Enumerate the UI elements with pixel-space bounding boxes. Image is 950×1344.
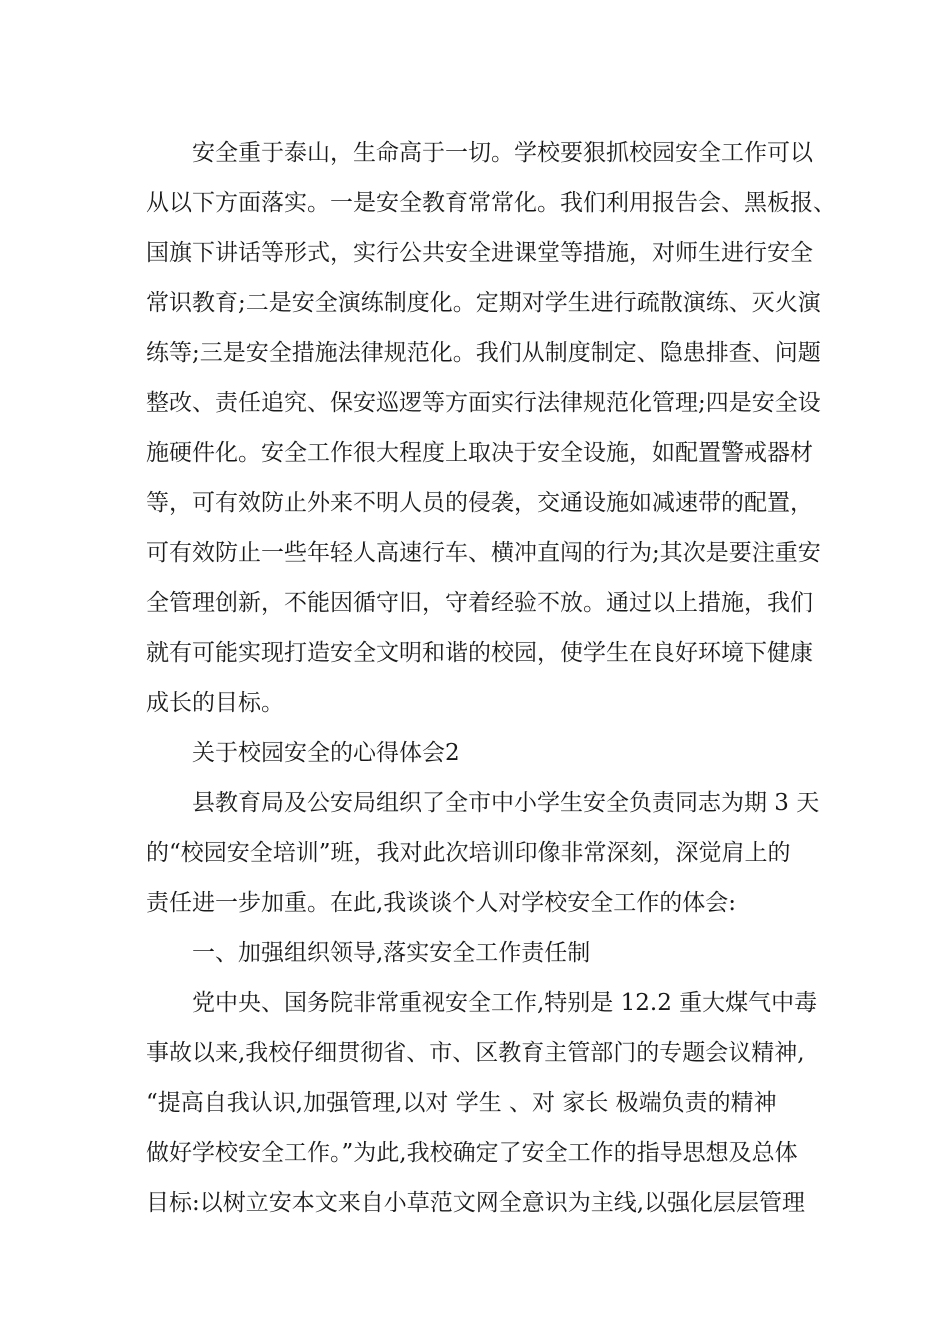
paragraph-line: 可有效防止一些年轻人高速行车、横冲直闯的行为;其次是要注重安 (146, 540, 821, 566)
paragraph-line: 安全重于泰山，生命高于一切。学校要狠抓校园安全工作可以 (192, 140, 813, 166)
paragraph-line: 就有可能实现打造安全文明和谐的校园，使学生在良好环境下健康 (146, 640, 813, 666)
paragraph-line: “提高自我认识,加强管理,以对 学生 、对 家长 极端负责的精神 (146, 1090, 777, 1116)
paragraph-line: 从以下方面落实。一是安全教育常常化。我们利用报告会、黑板报、 (146, 190, 836, 216)
paragraph-line: 成长的目标。 (146, 690, 284, 716)
paragraph-line: 事故以来,我校仔细贯彻省、市、区教育主管部门的专题会议精神, (146, 1040, 805, 1066)
paragraph-line: 整改、责任追究、保安巡逻等方面实行法律规范化管理;四是安全设 (146, 390, 821, 416)
paragraph-line: 等，可有效防止外来不明人员的侵袭，交通设施如减速带的配置， (146, 490, 813, 516)
paragraph-line: 的“校园安全培训”班，我对此次培训印像非常深刻，深觉肩上的 (146, 840, 791, 866)
paragraph-line: 县教育局及公安局组织了全市中小学生安全负责同志为期 3 天 (192, 790, 820, 816)
paragraph-line: 常识教育;二是安全演练制度化。定期对学生进行疏散演练、灭火演 (146, 290, 821, 316)
section-heading: 关于校园安全的心得体会2 (192, 740, 460, 766)
paragraph-line: 目标:以树立安本文来自小草范文网全意识为主线,以强化层层管理 (146, 1190, 806, 1216)
paragraph-line: 党中央、国务院非常重视安全工作,特别是 12.2 重大煤气中毒 (192, 990, 818, 1016)
paragraph-line: 施硬件化。安全工作很大程度上取决于安全设施，如配置警戒器材 (146, 440, 813, 466)
paragraph-line: 练等;三是安全措施法律规范化。我们从制度制定、隐患排查、问题 (146, 340, 821, 366)
paragraph-line: 责任进一步加重。在此,我谈谈个人对学校安全工作的体会: (146, 890, 737, 916)
paragraph-line: 做好学校安全工作。”为此,我校确定了安全工作的指导思想及总体 (146, 1140, 798, 1166)
subsection-heading: 一、加强组织领导,落实安全工作责任制 (192, 940, 591, 966)
paragraph-line: 国旗下讲话等形式，实行公共安全进课堂等措施，对师生进行安全 (146, 240, 813, 266)
document-body (146, 128, 836, 1228)
paragraph-line: 全管理创新，不能因循守旧，守着经验不放。通过以上措施，我们 (146, 590, 813, 616)
